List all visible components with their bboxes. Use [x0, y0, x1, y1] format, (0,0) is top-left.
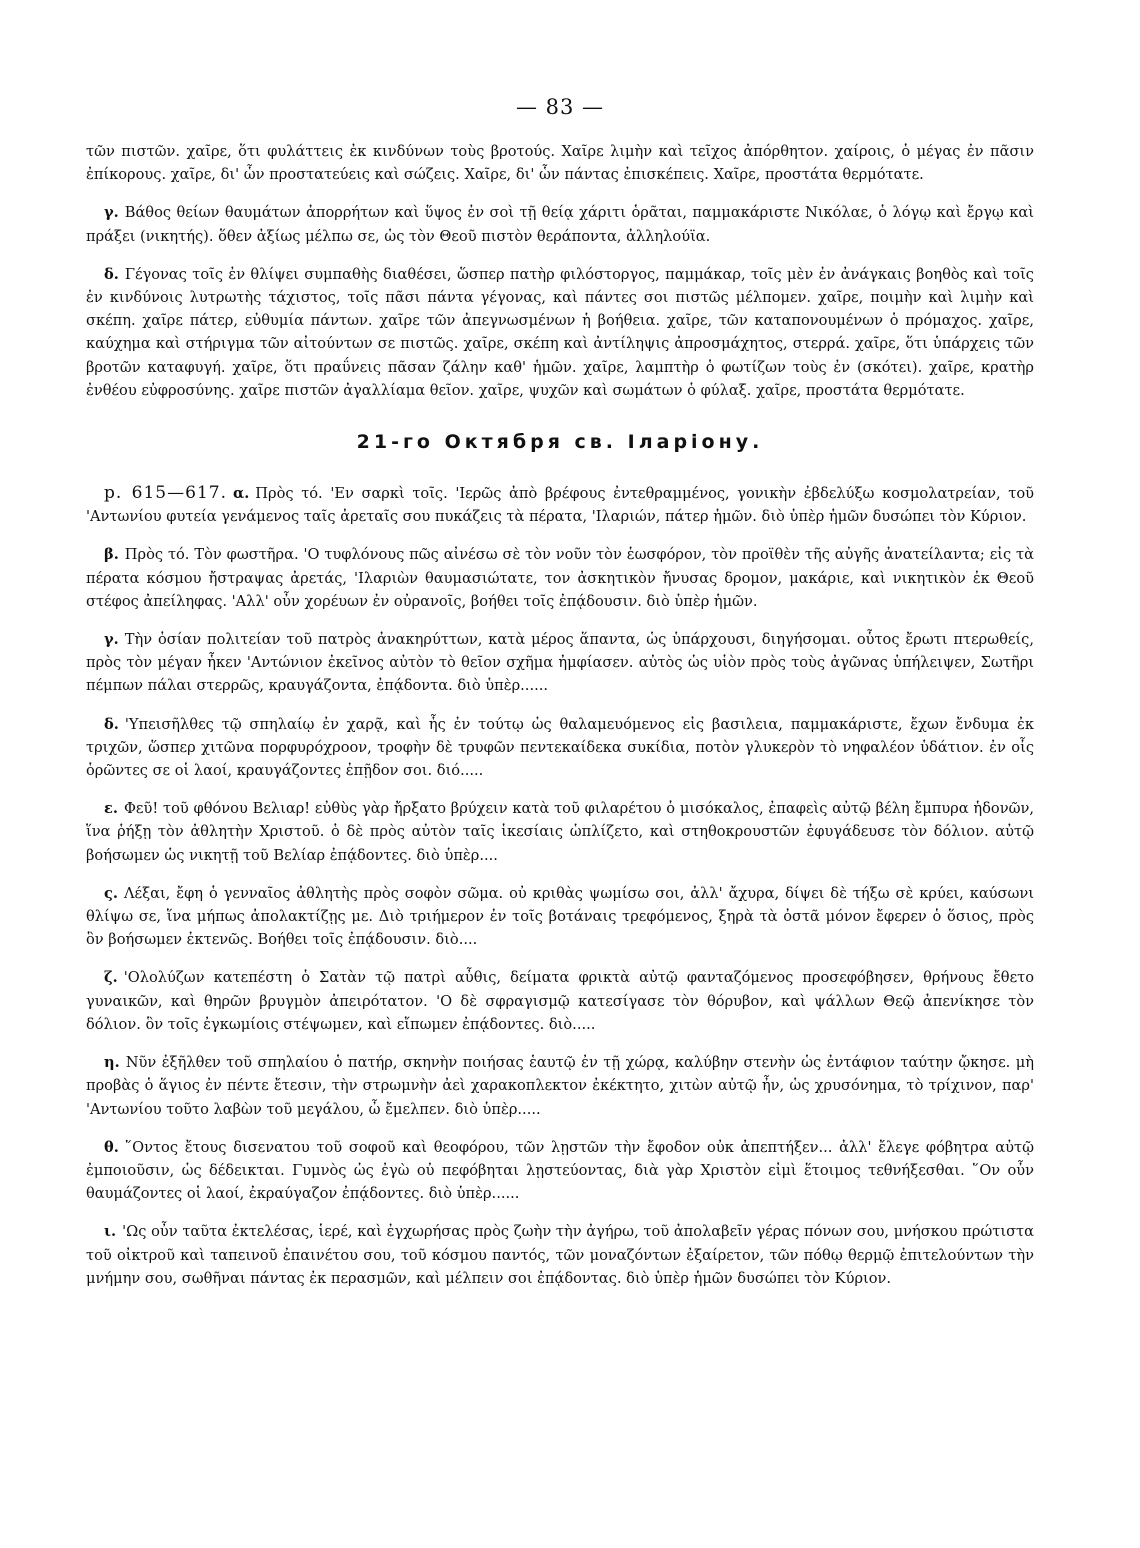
- paragraph-text: ῞Οντος ἔτους δισενατου τοῦ σοφοῦ καὶ θεοφόρου, τῶν λῃστῶν τὴν ἔφοδον οὐκ ἀπεπτήξεν... ἀλλ' ἔλεγε φόβητρα αὐτῷ ἐμποιοῦσιν, ὡς δέδεικται. Γυμνὸς ὡς ἐγὼ οὐ πεφόβηται λῃστεύοντας, διὰ γὰρ Χριστὸν εἰμὶ ἕτοιμος τεθνήξεσθαι. ῞Ον οὖν θαυμάζοντες οἱ λαοί, ἐκραύγαζον ἐπᾴδοντες. διὸ ὑπὲρ......: [86, 1138, 1034, 1203]
- section-heading: 21-го Октября св. Іларіону.: [356, 431, 764, 454]
- paragraph-text: Γέγονας τοῖς ἐν θλίψει συμπαθὴς διαθέσει, ὥσπερ πατὴρ φιλόστοργος, παμμάκαρ, τοῖς μὲν ἐν ἀνάγκαις βοηθὸς καὶ τοῖς ἐν κινδύνοις λυτρωτὴς τάχιστος, τοῖς πᾶσι πάντα γέγονας, καὶ πάντες σοι πιστῶς μέλπομεν. χαῖρε, ποιμὴν καὶ λιμὴν καὶ σκέπη. χαῖρε πάτερ, εὐθυμία πάντων. χαῖρε τῶν ἀπεγνωσμένων ἡ βοήθεια. χαῖρε, τῶν καταπονουμένων ὁ πρόμαχος. χαῖρε, καύχημα καὶ στήριγμα τῶν αἰτούντων σε πιστῶς. χαῖρε, σκέπη καὶ ἀντίληψις ἀπροσμάχητος, στερρά. χαῖρε, ὅτι ὑπάρχεις τῶν βροτῶν καταφυγή. χαῖρε, ὅτι πραΰνεις πᾶσαν ζάλην καθ' ἡμῶν. χαῖρε, λαμπτὴρ ὁ φωτίζων τοὺς ἐν (σκότει). χαῖρε, κρατὴρ ἐνθέου εὐφροσύνης. χαῖρε πιστῶν ἀγαλλίαμα θεῖον. χαῖρε, ψυχῶν καὶ σωμάτων ὁ φύλαξ. χαῖρε, προστάτα θερμότατε.: [86, 265, 1034, 399]
- top-section: [86, 140, 1034, 402]
- paragraph-marker: θ.: [104, 1138, 119, 1156]
- paragraph-marker: γ.: [104, 631, 119, 649]
- paragraph-text: Πρὸς τό. Τὸν φωστῆρα. 'Ο τυφλόνους πῶς αἰνέσω σὲ τὸν νοῦν τὸν ἑωσφόρον, τὸν προϊθὲν τῆς αὐγῆς ἀνατείλαντα; εἰς τὰ πέρατα κόσμου ἤστραψας ἀρετάς, 'Ιλαριὼν θαυμασιώτατε, τον ἀσκητικὸν ἤνυσας δρομον, μακάριε, καὶ νικητικὸν ἐκ Θεοῦ στέφος ἀπείληφας. 'Αλλ' οὖν χορέυων ἐν οὐρανοῖς, βοήθει τοῖς ἐπᾴδουσιν. διὸ ὑπὲρ ἡμῶν.: [86, 546, 1034, 610]
- paragraph-continuation: [86, 140, 1034, 186]
- paragraph-iota: [86, 1220, 1034, 1290]
- paragraph-alpha: [86, 482, 1034, 528]
- paragraph-marker: ι.: [104, 1223, 117, 1241]
- paragraph-epsilon: [86, 797, 1034, 867]
- paragraph-marker: α.: [232, 485, 250, 503]
- paragraph-text: 'Ως οὖν ταῦτα ἐκτελέσας, ἱερέ, καὶ ἐγχωρήσας πρὸς ζωὴν τὴν ἀγήρω, τοῦ ἀπολαβεῖν γέρας πόνων σου, μνήσκου πρώτιστα τοῦ οἰκτροῦ καὶ ταπεινοῦ ἐπαινέτου σου, τοῦ κόσμου παντός, τῶν μοναζόντων ἐξαίρετον, τῶν πόθῳ θερμῷ ἐπιτελούντων τὴν μνήμην σου, σωθῆναι πάντας ἐκ περασμῶν, καὶ μέλπειν σοι ἐπᾴδοντας. διὸ ὑπὲρ ἡμῶν δυσώπει τὸν Κύριον.: [86, 1223, 1034, 1287]
- paragraph-text: Νῦν ἐξῆλθεν τοῦ σπηλαίου ὁ πατήρ, σκηνὴν ποιήσας ἑαυτῷ ἐν τῇ χώρᾳ, καλύβην στενὴν ὡς ἐντάφιον ταύτην ᾤκησε. μὴ προβὰς ὁ ἅγιος ἐν πέντε ἔτεσιν, τὴν στρωμνὴν ἀεὶ χαρακοπλεκτον ἐκέκτητο, χιτὼν αὐτῷ ἦν, ὡς χρυσόνημα, τὸ τρίχινον, παρ' 'Αντωνίου τοῦτο λαβὼν τοῦ μεγάλου, ὦ ἔμελπεν. διὸ ὑπὲρ.....: [86, 1054, 1034, 1118]
- paragraph-delta: [86, 263, 1034, 402]
- paragraph-marker: η.: [104, 1054, 120, 1072]
- paragraph-eta: [86, 1051, 1034, 1121]
- paragraph-text: Φεῦ! τοῦ φθόνου Βελιαρ! εὐθὺς γὰρ ἤρξατο βρύχειν κατὰ τοῦ φιλαρέτου ὁ μισόκαλος, ἐπαφεὶς αὐτῷ βέλη ἔμπυρα ἡδονῶν, ἵνα ῥήξῃ τὸν ἀθλητὴν Χριστοῦ. ὁ δὲ πρὸς αὐτὸν ταῖς ἱκεσίαις ὡπλίζετο, καὶ στηθοκρουστῶν ἐφυγάδευσε τὸν δόλιον. αὐτῷ βοήσωμεν ὡς νικητῇ τοῦ Βελίαρ ἐπᾴδοντες. διὸ ὑπὲρ....: [86, 800, 1034, 864]
- page-number: — 83 —: [515, 95, 605, 119]
- paragraph-marker: ζ.: [104, 969, 118, 987]
- paragraph-theta: [86, 1136, 1034, 1206]
- paragraph-marker: δ.: [104, 265, 119, 283]
- paragraph-marker: γ.: [104, 204, 119, 222]
- bottom-section: [86, 482, 1034, 1290]
- paragraph-text: Τὴν ὁσίαν πολιτείαν τοῦ πατρὸς ἀνακηρύττων, κατὰ μέρος ἅπαντα, ὡς ὑπάρχουσι, διηγήσομαι. οὗτος ἔρωτι πτερωθείς, πρὸς τὸν μέγαν ἧκεν 'Αντώνιον ἐκεῖνος αὐτὸν τὸ θεῖον σχῆμα ἠμφίασεν. αὐτὸς ὡς υἱὸν πρὸς τοὺς ἀγῶνας ὑπήλειψεν, Σωτῆρι πέμπων πάλαι στερρῶς, κραυγάζοντα, ἐπᾴδοντα. διὸ ὑπὲρ......: [86, 631, 1034, 695]
- paragraph-text: Πρὸς τό. 'Εν σαρκὶ τοῖς. 'Ιερῶς ἀπὸ βρέφους ἐντεθραμμένος, γονικὴν ἐβδελύξω κοσμολατρείαν, τοῦ 'Αντωνίου φυτεία γενάμενος ταῖς ἀρεταῖς σου πυκάζεις τὰ πέρατα, 'Ιλαριών, πάτερ ἡμῶν. διὸ ὑπὲρ ἡμῶν δυσώπει τὸν Κύριον.: [86, 485, 1034, 526]
- paragraph-beta: [86, 543, 1034, 613]
- paragraph-gamma: [86, 201, 1034, 247]
- paragraph-text: Λέξαι, ἔφη ὁ γενναῖος ἀθλητὴς πρὸς σοφὸν σῶμα. οὐ κριθὰς ψωμίσω σοι, ἀλλ' ἄχυρα, δίψει δὲ τήξω σὲ κρύει, καύσωνι θλίψω σε, ἵνα μήπως ἀπολακτίζῃς με. Διὸ τριήμερον ἐν τοῖς βοτάναις τρεφόμενος, ξηρὰ τὰ ὀστᾶ μόνον ἔφερεν ὁ ὅσιος, πρὸς ὃν βοήσωμεν ἐκτενῶς. Βοήθει τοῖς ἐπᾴδουσιν. διὸ....: [86, 884, 1034, 949]
- paragraph-marker: β.: [104, 546, 119, 564]
- paragraph-zeta: [86, 966, 1034, 1036]
- paragraph-stigma: [86, 882, 1034, 952]
- paragraph-text: τῶν πιστῶν. χαῖρε, ὅτι φυλάττεις ἐκ κινδύνων τοὺς βροτούς. Χαῖρε λιμὴν καὶ τεῖχος ἀπόρθητον. χαίροις, ὁ μέγας ἐν πᾶσιν ἐπίκορους. χαῖρε, δι' ὧν προστατεύεις καὶ σώζεις. Χαῖρε, δι' ὧν πάντας ἐπισκέπεις. Χαῖρε, προστάτα θερμότατε.: [86, 143, 1034, 184]
- paragraph-text: 'Υπεισῆλθες τῷ σπηλαίῳ ἐν χαρᾷ, καὶ ἧς ἐν τούτῳ ὡς θαλαμευόμενος εἰς βασιλεια, παμμακάριστε, ἔχων ἔνδυμα ἐκ τριχῶν, ὥσπερ χιτῶνα πορφυρόχροον, τροφὴν δὲ τρυφῶν πεντεκαίδεκα συκίδια, ποτὸν γλυκερὸν τὸ νηφαλέον ὑδάτιον. ἐν οἷς ὁρῶντες σε οἱ λαοί, κραυγάζοντες ἐπῇδον σοι. διό.....: [86, 715, 1034, 780]
- paragraph-marker: ε.: [104, 800, 118, 818]
- page-reference: p. 615—617.: [104, 483, 227, 504]
- paragraph-marker: δ.: [104, 715, 119, 733]
- document-page: [86, 92, 1034, 1512]
- paragraph-text: Βάθος θείων θαυμάτων ἀπορρήτων καὶ ὕψος ἐν σοὶ τῇ θείᾳ χάριτι ὁρᾶται, παμμακάριστε Νικόλαε, ὁ λόγῳ καὶ ἔργῳ καὶ πράξει (νικητής). ὅθεν ἀξίως μέλπω σε, ὡς τὸν Θεοῦ πιστὸν θεράποντα, ἀλληλούϊα.: [86, 204, 1034, 245]
- paragraph-delta-2: [86, 713, 1034, 783]
- paragraph-text: 'Ολολύζων κατεπέστη ὁ Σατὰν τῷ πατρὶ αὖθις, δείματα φρικτὰ αὐτῷ φανταζόμενος προσεφόβησεν, θρήνους ἔθετο γυναικῶν, καὶ θηρῶν βρυγμὸν ἀπειρότατον. 'Ο δὲ σφραγισμῷ κατεσίγασε τὸν θόρυβον, καὶ ψάλλων Θεῷ ἀπενίκησε τὸν δόλιον. ὃν τοῖς ἐγκωμίοις στέψωμεν, καὶ εἴπωμεν ἐπᾴδοντες. διὸ.....: [86, 969, 1034, 1033]
- paragraph-gamma-2: [86, 628, 1034, 698]
- paragraph-marker: ς.: [104, 884, 118, 902]
